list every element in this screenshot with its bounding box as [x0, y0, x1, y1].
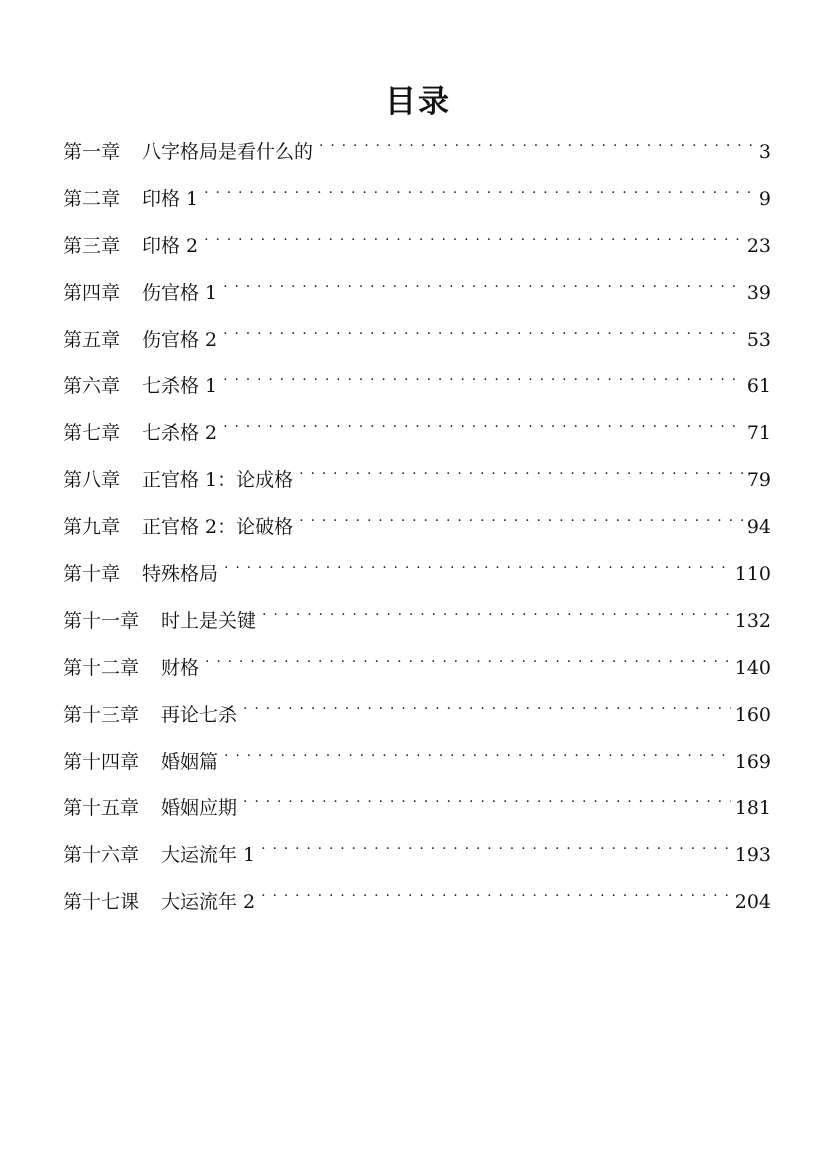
- dot-leader: [223, 419, 743, 439]
- toc-entry-11[interactable]: [63, 602, 771, 649]
- chapter-number: 第十三章: [63, 703, 140, 726]
- chapter-number: 第二章: [63, 187, 121, 210]
- toc-entry-17[interactable]: [63, 883, 771, 930]
- chapter-number: 第九章: [63, 516, 121, 539]
- dot-leader: [224, 560, 731, 580]
- chapter-number: 第十七课: [63, 891, 140, 914]
- page-number: 71: [746, 422, 771, 445]
- dot-leader: [243, 701, 731, 721]
- dot-leader: [223, 326, 743, 346]
- toc-entry-4[interactable]: [63, 274, 771, 321]
- toc-entry-15[interactable]: [63, 789, 771, 836]
- chapter-heading: 七杀格 1: [142, 375, 218, 398]
- toc-entry-7[interactable]: [63, 414, 771, 461]
- toc-entry-16[interactable]: [63, 836, 771, 883]
- page-number: 39: [746, 281, 771, 304]
- chapter-number: 第四章: [63, 281, 121, 304]
- page-number: 94: [746, 516, 771, 539]
- chapter-heading: 印格 1: [142, 187, 199, 210]
- dot-leader: [223, 279, 743, 299]
- chapter-heading: 印格 2: [142, 234, 199, 257]
- toc-entry-13[interactable]: [63, 696, 771, 743]
- page-number: 160: [734, 703, 771, 726]
- toc-entry-8[interactable]: [63, 461, 771, 508]
- page-number: 181: [734, 797, 771, 820]
- dot-leader: [243, 794, 731, 814]
- toc-entry-12[interactable]: [63, 649, 771, 696]
- dot-leader: [204, 232, 743, 252]
- dot-leader: [299, 513, 743, 533]
- chapter-heading: 正官格 2：论破格: [142, 516, 294, 539]
- chapter-number: 第三章: [63, 234, 121, 257]
- page-number: 61: [746, 375, 771, 398]
- toc-entry-10[interactable]: [63, 555, 771, 602]
- chapter-heading: 伤官格 2: [142, 328, 218, 351]
- dot-leader: [204, 185, 755, 205]
- page-number: 79: [746, 469, 771, 492]
- page-number: 169: [734, 750, 771, 773]
- chapter-heading: 婚姻篇: [161, 750, 219, 773]
- dot-leader: [299, 466, 743, 486]
- chapter-heading: 财格: [161, 656, 200, 679]
- page-number: 9: [758, 187, 771, 210]
- chapter-heading: 大运流年 2: [161, 891, 256, 914]
- chapter-number: 第一章: [63, 141, 121, 163]
- chapter-heading: 大运流年 1: [161, 844, 256, 867]
- chapter-number: 第十六章: [63, 844, 140, 867]
- chapter-number: 第十四章: [63, 750, 140, 773]
- chapter-heading: 伤官格 1: [142, 281, 218, 304]
- dot-leader: [261, 888, 731, 908]
- chapter-number: 第十二章: [63, 656, 140, 679]
- page-number: 132: [734, 609, 771, 632]
- chapter-heading: 七杀格 2: [142, 422, 218, 445]
- toc-entry-6[interactable]: [63, 367, 771, 414]
- page-title: 目录: [385, 84, 451, 120]
- chapter-number: 第十一章: [63, 609, 140, 632]
- toc-entry-1[interactable]: [63, 133, 771, 180]
- chapter-heading: 特殊格局: [142, 563, 219, 586]
- dot-leader: [261, 841, 731, 861]
- page-number: 193: [734, 844, 771, 867]
- chapter-heading: 婚姻应期: [161, 797, 238, 820]
- chapter-heading: 时上是关键: [161, 609, 257, 632]
- dot-leader: [223, 372, 743, 392]
- chapter-number: 第七章: [63, 422, 121, 445]
- toc-entry-14[interactable]: [63, 743, 771, 790]
- page-number: 53: [746, 328, 771, 351]
- chapter-number: 第十五章: [63, 797, 140, 820]
- chapter-number: 第五章: [63, 328, 121, 351]
- page-number: 3: [758, 141, 771, 163]
- dot-leader: [205, 654, 731, 674]
- chapter-number: 第六章: [63, 375, 121, 398]
- dot-leader: [319, 138, 755, 158]
- dot-leader: [224, 748, 731, 768]
- chapter-heading: 再论七杀: [161, 703, 238, 726]
- page-number: 204: [734, 891, 771, 914]
- toc-entry-5[interactable]: [63, 321, 771, 368]
- chapter-number: 第八章: [63, 469, 121, 492]
- table-of-contents: [63, 133, 771, 930]
- chapter-heading: 八字格局是看什么的: [142, 141, 314, 163]
- page-number: 23: [746, 234, 771, 257]
- page-number: 110: [734, 563, 771, 586]
- toc-entry-2[interactable]: [63, 180, 771, 227]
- toc-entry-9[interactable]: [63, 508, 771, 555]
- page-number: 140: [734, 656, 771, 679]
- chapter-heading: 正官格 1：论成格: [142, 469, 294, 492]
- chapter-number: 第十章: [63, 563, 121, 586]
- dot-leader: [262, 607, 731, 627]
- toc-entry-3[interactable]: [63, 227, 771, 274]
